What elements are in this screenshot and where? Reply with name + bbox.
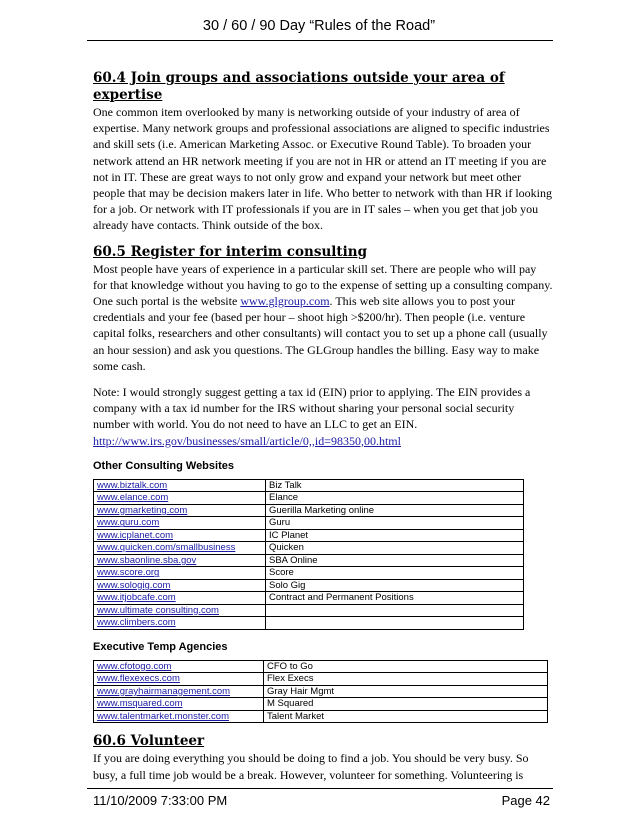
section-60-5-heading (93, 244, 553, 261)
table-row (94, 529, 524, 542)
site-name-cell: CFO to Go (264, 660, 548, 673)
site-url-cell (94, 673, 264, 686)
footer-page-number: Page 42 (501, 793, 550, 808)
table-row (94, 592, 524, 605)
site-link[interactable]: www.sbaonline.sba.gov (97, 554, 197, 566)
executive-temp-table (93, 660, 548, 724)
site-url-cell (94, 492, 266, 505)
table-row (94, 504, 524, 517)
site-link[interactable]: www.quicken.com/smallbusiness (97, 542, 236, 554)
site-link[interactable]: www.sologig.com (97, 579, 171, 591)
site-url-cell (94, 579, 266, 592)
site-link[interactable]: www.itjobcafe.com (97, 592, 176, 604)
site-url-cell (94, 710, 264, 723)
site-link[interactable]: www.flexexecs.com (97, 673, 180, 685)
table-row (94, 673, 548, 686)
site-name-cell: Guerilla Marketing online (266, 504, 524, 517)
site-name-cell (266, 617, 524, 630)
site-link[interactable]: www.biztalk.com (97, 479, 168, 491)
site-name-cell: Gray Hair Mgmt (264, 685, 548, 698)
section-60-4-body: One common item overlooked by many is networking outside of your industry of area of expertise. Many network groups and professional associations are aligned to specific industries and skill sets (i.e. American Marketing Assoc. or Executive Round Table). To broaden your network attend an HR network meeting if you are not in HR or attend an IT meeting if you are not in IT. These are great ways to not only grow and expand your network but meet other people that may be decision makers later in life. Who better to network with than HR if looking for a job. Or network with IT professionals if you are in IT sales – when you get that job you already have contacts. Think outside of the box. (93, 105, 552, 233)
site-url-cell (94, 685, 264, 698)
table-row (94, 685, 548, 698)
site-url-cell (94, 554, 266, 567)
table-row (94, 710, 548, 723)
site-link[interactable]: www.icplanet.com (97, 529, 174, 541)
irs-link-line (93, 433, 553, 449)
section-60-6-body: If you are doing everything you should be doing to find a job. You should be very busy. So busy, a full time job would be a break. However, volunteer for something. Volunteering is (93, 751, 529, 782)
site-link[interactable]: www.grayhairmanagement.com (97, 685, 231, 697)
site-name-cell: Biz Talk (266, 479, 524, 492)
consulting-table-title: Other Consulting Websites (93, 459, 234, 472)
section-60-5-body (93, 261, 553, 374)
site-url-cell (94, 604, 266, 617)
section-60-5-heading-text: 60.5 Register for interim consulting (93, 243, 368, 260)
site-link[interactable]: www.guru.com (97, 517, 160, 529)
table-row (94, 698, 548, 711)
site-name-cell: IC Planet (266, 529, 524, 542)
site-name-cell: SBA Online (266, 554, 524, 567)
site-name-cell: Quicken (266, 542, 524, 555)
table-row (94, 542, 524, 555)
section-60-5-text-a: Most people have years of experience in a particular skill set. There are people who will pay for that knowledge without you having to go to the expense of setting up a consulting company. One such portal is the website (93, 261, 553, 309)
site-link[interactable]: www.talentmarket.monster.com (97, 710, 229, 722)
site-link[interactable]: www.elance.com (97, 492, 169, 504)
site-url-cell (94, 617, 266, 630)
table-row (94, 554, 524, 567)
site-name-cell: M Squared (264, 698, 548, 711)
section-60-5-text-b: . This web site allows you to post your credentials and your fee (based per hour – shoot high >$200/hr). Then people (i.e. venture capital folks, researchers and other consultants) will contact you to set up a phone call (usually an hour session) and ask you questions. The GLGroup handles the billing. Easy way to make some cash. (93, 294, 548, 373)
site-url-cell (94, 660, 264, 673)
table-row (94, 660, 548, 673)
site-name-cell: Contract and Permanent Positions (266, 592, 524, 605)
site-url-cell (94, 592, 266, 605)
site-name-cell: Elance (266, 492, 524, 505)
site-link[interactable]: www.ultimate consulting.com (97, 604, 219, 616)
site-url-cell (94, 504, 266, 517)
irs-link[interactable]: http://www.irs.gov/businesses/small/article/0,,id=98350,00.html (93, 433, 401, 448)
site-name-cell: Flex Execs (264, 673, 548, 686)
table-row (94, 492, 524, 505)
footer-rule (87, 788, 553, 789)
site-url-cell (94, 567, 266, 580)
page-header: 30 / 60 / 90 Day “Rules of the Road” (202, 18, 436, 34)
site-url-cell (94, 479, 266, 492)
section-60-4-heading: 60.4 Join groups and associations outside your area of expertise (93, 70, 505, 103)
temp-table-title: Executive Temp Agencies (93, 640, 228, 653)
section-60-6-heading-text: 60.6 Volunteer (93, 733, 205, 750)
table-row (94, 579, 524, 592)
site-name-cell: Guru (266, 517, 524, 530)
site-link[interactable]: www.gmarketing.com (97, 504, 188, 516)
site-link[interactable]: www.climbers.com (97, 617, 176, 629)
consulting-websites-table (93, 479, 524, 630)
site-url-cell (94, 529, 266, 542)
table-row (94, 479, 524, 492)
site-name-cell: Talent Market (264, 710, 548, 723)
site-url-cell (94, 542, 266, 555)
site-link[interactable]: www.msquared.com (97, 698, 183, 710)
section-60-6-heading (93, 733, 553, 750)
header-rule (87, 40, 553, 41)
table-row (94, 567, 524, 580)
site-name-cell: Solo Gig (266, 579, 524, 592)
site-name-cell: Score (266, 567, 524, 580)
site-link[interactable]: www.score.org (97, 567, 160, 579)
table-row (94, 517, 524, 530)
document-body (93, 70, 553, 783)
table-row (94, 617, 524, 630)
glgroup-link[interactable]: www.glgroup.com (240, 294, 330, 309)
table-row (94, 604, 524, 617)
site-url-cell (94, 698, 264, 711)
site-url-cell (94, 517, 266, 530)
ein-note: Note: I would strongly suggest getting a tax id (EIN) prior to applying. The EIN provides a company with a tax id number for the IRS without sharing your personal social security number with world. You do not need to have an LLC to get an EIN. (93, 385, 531, 432)
site-link[interactable]: www.cfotogo.com (97, 660, 172, 672)
footer-timestamp: 11/10/2009 7:33:00 PM (93, 793, 228, 808)
site-name-cell (266, 604, 524, 617)
